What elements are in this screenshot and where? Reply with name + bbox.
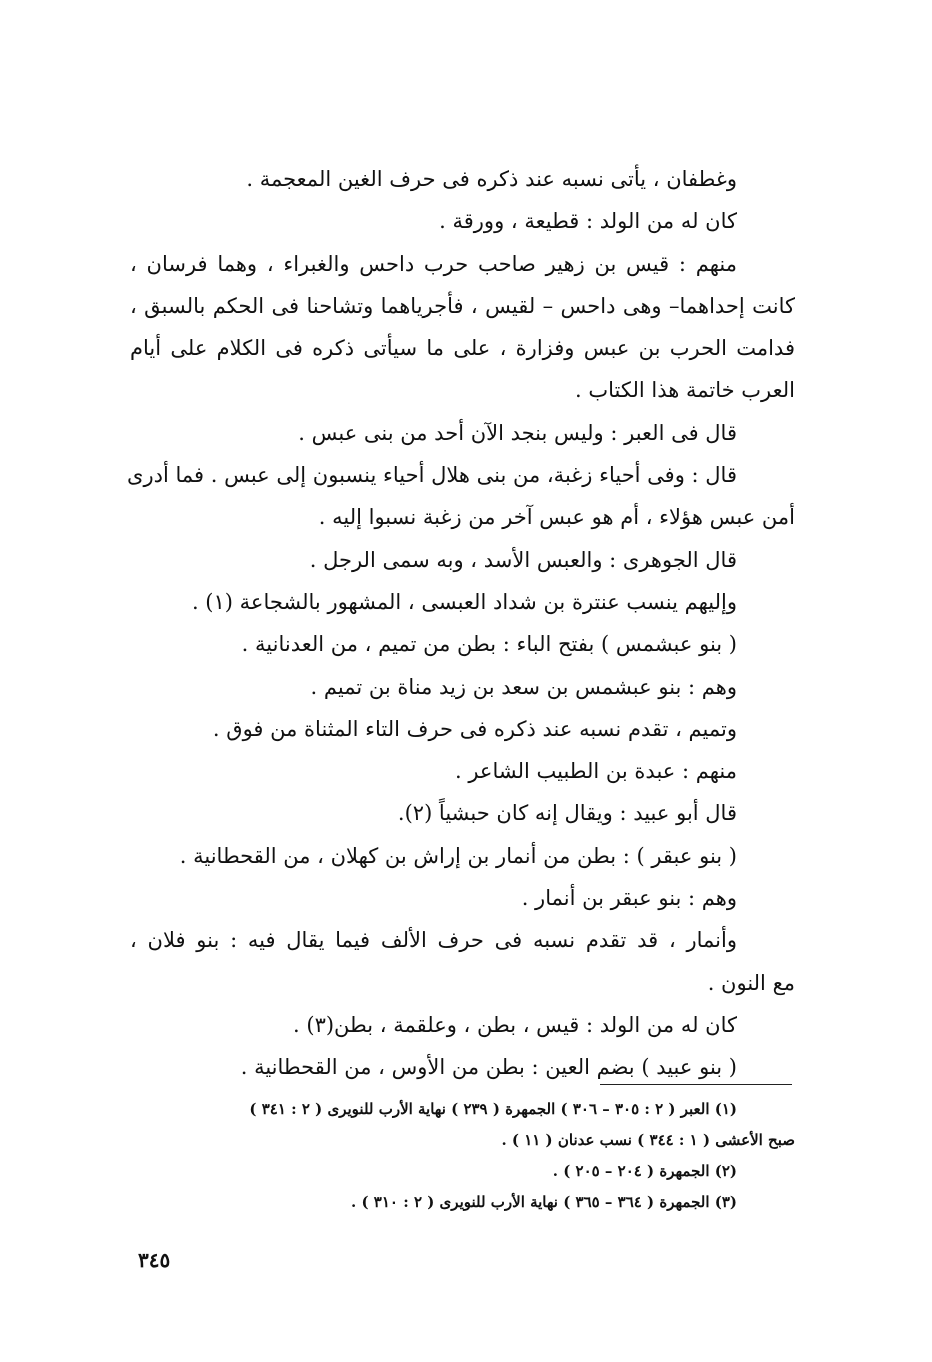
text-line-3: منهم : قيس بن زهير صاحب حرب داحس والغبراء ، وهما فرسان ، [130, 251, 737, 276]
text-line-21: كان له من الولد : قيس ، بطن ، وعلقمة ، بطن(٣) . [293, 1012, 737, 1037]
text-line-14: وتميم ، تقدم نسبه عند ذكره فى حرف التاء المثناة من فوق . [212, 716, 737, 741]
text-line-8: قال : وفى أحياء زغبة، من بنى هلال أحياء ينسبون إلى عبس . فما أدرى [127, 463, 737, 488]
footnote-2: (٢) الجمهرة ( ٢٠٤ – ٢٠٥ ) . [552, 1162, 737, 1180]
text-line-15: منهم : عبدة بن الطبيب الشاعر . [454, 759, 737, 784]
footnote-1-continued: صبح الأعشى ( ١ : ٣٤٤ ) نسب عدنان ( ١١ ) . [501, 1131, 795, 1149]
text-line-20: مع النون . [707, 970, 795, 995]
text-line-17: ( بنو عبقر ) : بطن من أنمار بن إراش بن كهلان ، من القحطانية . [179, 843, 737, 868]
text-line-13: وهم : بنو عبشمس بن سعد بن زيد مناة بن تميم . [310, 674, 737, 699]
page-number: ٣٤٥ [138, 1248, 171, 1272]
text-line-9: أمن عبس هؤلاء ، أم هو عبس آخر من زغبة نسبوا إليه . [318, 505, 795, 530]
text-line-5: فدامت الحرب بن عبس وفزارة ، على ما سيأتى ذكره فى الكلام على أيام [130, 336, 795, 361]
text-line-4: كانت إحداهما– وهى داحس – لقيس ، فأجرياهما وتشاحنا فى الحكم بالسبق ، [130, 293, 795, 318]
text-line-12: ( بنو عبشمس ) بفتح الباء : بطن من تميم ، من العدنانية . [241, 632, 737, 657]
footnote-divider [600, 1084, 792, 1085]
text-line-2: كان له من الولد : قطيعة ، وورقة . [439, 209, 737, 234]
text-line-19: وأنمار ، قد تقدم نسبه فى حرف الألف فيما يقال فيه : بنو فلان ، [130, 928, 737, 953]
text-line-11: وإليهم ينسب عنترة بن شداد العبسى ، المشهور بالشجاعة (١) . [191, 589, 737, 614]
footnote-1: (١) العبر ( ٢ : ٣٠٥ – ٣٠٦ ) الجمهرة ( ٢٣٩ ) نهاية الأرب للنويرى ( ٢ : ٣٤١ ) [249, 1100, 737, 1118]
footnote-3: (٣) الجمهرة ( ٣٦٤ – ٣٦٥ ) نهاية الأرب للنويرى ( ٢ : ٣١٠ ) . [351, 1193, 737, 1211]
text-line-1: وغطفان ، يأتى نسبه عند ذكره فى حرف الغين المعجمة . [246, 167, 737, 191]
text-line-18: وهم : بنو عبقر بن أنمار . [521, 886, 737, 911]
main-text [127, 158, 795, 1089]
text-line-10: قال الجوهرى : والعبس الأسد ، وبه سمى الرجل . [309, 547, 737, 572]
footnotes [140, 1094, 795, 1218]
text-line-16: قال أبو عبيد : ويقال إنه كان حبشياً (٢). [397, 801, 737, 826]
text-line-6: العرب خاتمة هذا الكتاب . [575, 378, 795, 403]
text-line-22: ( بنو عبيد ) بضم العين : بطن من الأوس ، من القحطانية . [240, 1055, 737, 1080]
text-line-7: قال فى العبر : وليس بنجد الآن أحد من بنى عبس . [298, 420, 737, 445]
